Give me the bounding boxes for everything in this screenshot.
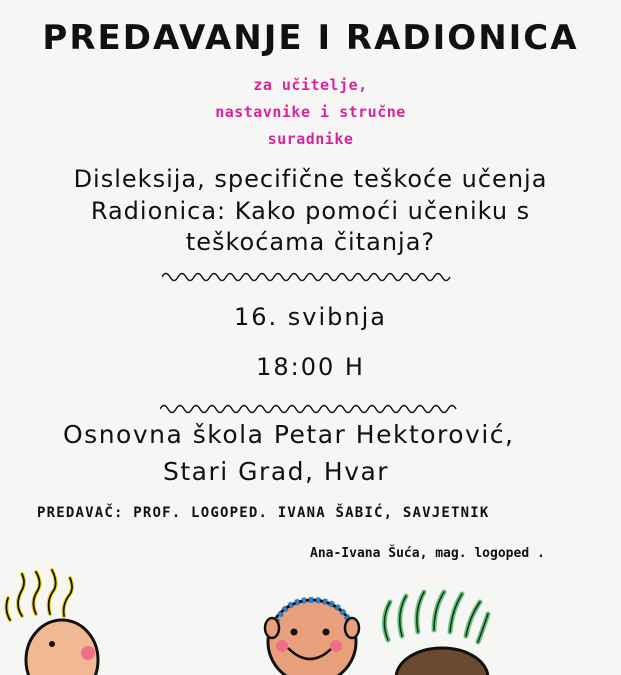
child-face-yellow-hair-icon	[6, 570, 98, 675]
audience-line-3: suradnike	[267, 130, 354, 148]
wavy-divider-icon	[162, 270, 454, 284]
topic-line-1: Disleksija, specifične teškoće učenja	[73, 165, 548, 193]
topic-line-3: teškoćama čitanja?	[185, 228, 436, 256]
child-face-green-hair-icon	[384, 592, 488, 675]
venue-line-1: Osnovna škola Petar Hektorović,	[63, 420, 515, 449]
children-illustration	[0, 560, 621, 675]
child-face-blue-hair-icon	[265, 600, 359, 675]
co-author-line: Ana-Ivana Šuća, mag. logoped .	[310, 546, 545, 561]
lecturer-line: PREDAVAČ: PROF. LOGOPED. IVANA ŠABIĆ, SAVJETNIK	[37, 505, 490, 521]
wavy-divider-icon	[160, 402, 460, 416]
topic-line-2: Radionica: Kako pomoći učeniku s	[90, 197, 531, 225]
audience-line-2: nastavnike i stručne	[215, 103, 406, 121]
event-time: 18:00 H	[256, 353, 365, 381]
venue-line-2: Stari Grad, Hvar	[163, 457, 390, 486]
page-title: PREDAVANJE I RADIONICA	[42, 18, 579, 58]
event-date: 16. svibnja	[234, 303, 387, 331]
audience-line-1: za učitelje,	[253, 76, 368, 94]
